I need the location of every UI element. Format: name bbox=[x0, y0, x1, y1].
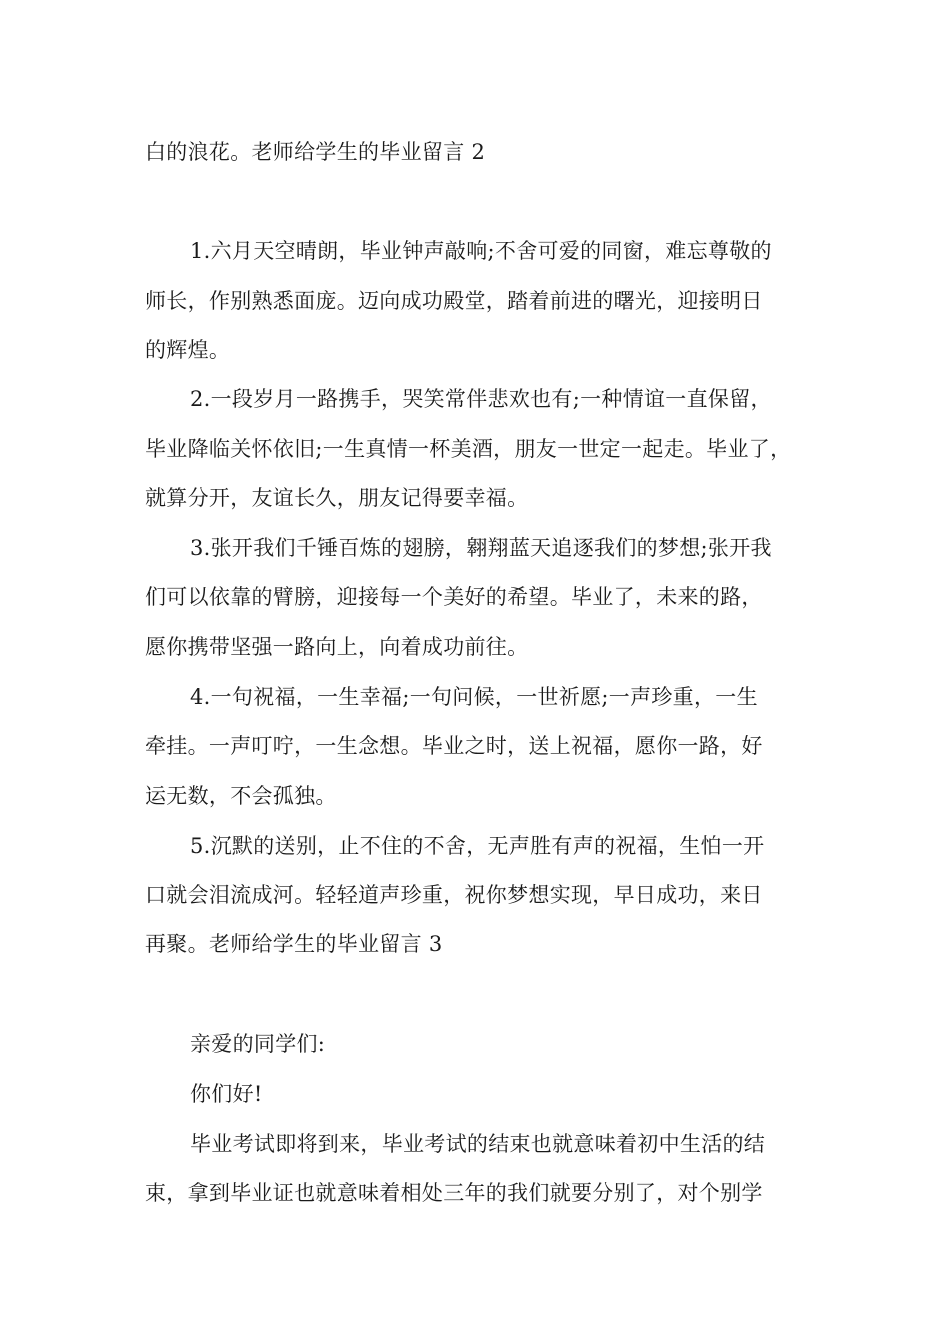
text-line: 亲爱的同学们: bbox=[190, 1032, 326, 1056]
text-line: 4.一句祝福，一生幸福;一句问候，一世祈愿;一声珍重，一生 bbox=[190, 685, 758, 709]
text-line: 再聚。老师给学生的毕业留言 3 bbox=[145, 932, 443, 956]
text-line: 就算分开，友谊长久，朋友记得要幸福。 bbox=[145, 486, 529, 510]
text-line: 毕业降临关怀依旧;一生真情一杯美酒，朋友一世定一起走。毕业了， bbox=[145, 437, 792, 461]
text-line: 你们好! bbox=[190, 1082, 263, 1106]
text-line: 愿你携带坚强一路向上，向着成功前往。 bbox=[145, 635, 529, 659]
text-line: 束，拿到毕业证也就意味着相处三年的我们就要分别了，对个别学 bbox=[145, 1181, 763, 1205]
text-line: 口就会泪流成河。轻轻道声珍重，祝你梦想实现，早日成功，来日 bbox=[145, 883, 763, 907]
text-line: 师长，作别熟悉面庞。迈向成功殿堂，踏着前进的曙光，迎接明日 bbox=[145, 289, 763, 313]
text-line: 运无数，不会孤独。 bbox=[145, 784, 337, 808]
text-line: 1.六月天空晴朗，毕业钟声敲响;不舍可爱的同窗，难忘尊敬的 bbox=[190, 239, 772, 263]
text-line: 们可以依靠的臂膀，迎接每一个美好的希望。毕业了，未来的路， bbox=[145, 585, 763, 609]
text-line: 牵挂。一声叮咛，一生念想。毕业之时，送上祝福，愿你一路，好 bbox=[145, 734, 763, 758]
text-line: 白的浪花。老师给学生的毕业留言 2 bbox=[145, 140, 486, 164]
text-line: 毕业考试即将到来，毕业考试的结束也就意味着初中生活的结 bbox=[190, 1132, 766, 1156]
text-line: 3.张开我们千锤百炼的翅膀，翱翔蓝天追逐我们的梦想;张开我 bbox=[190, 536, 772, 560]
text-line: 的辉煌。 bbox=[145, 338, 231, 362]
text-line: 2.一段岁月一路携手，哭笑常伴悲欢也有;一种情谊一直保留， bbox=[190, 387, 772, 411]
text-line: 5.沉默的送别，止不住的不舍，无声胜有声的祝福，生怕一开 bbox=[190, 834, 765, 858]
